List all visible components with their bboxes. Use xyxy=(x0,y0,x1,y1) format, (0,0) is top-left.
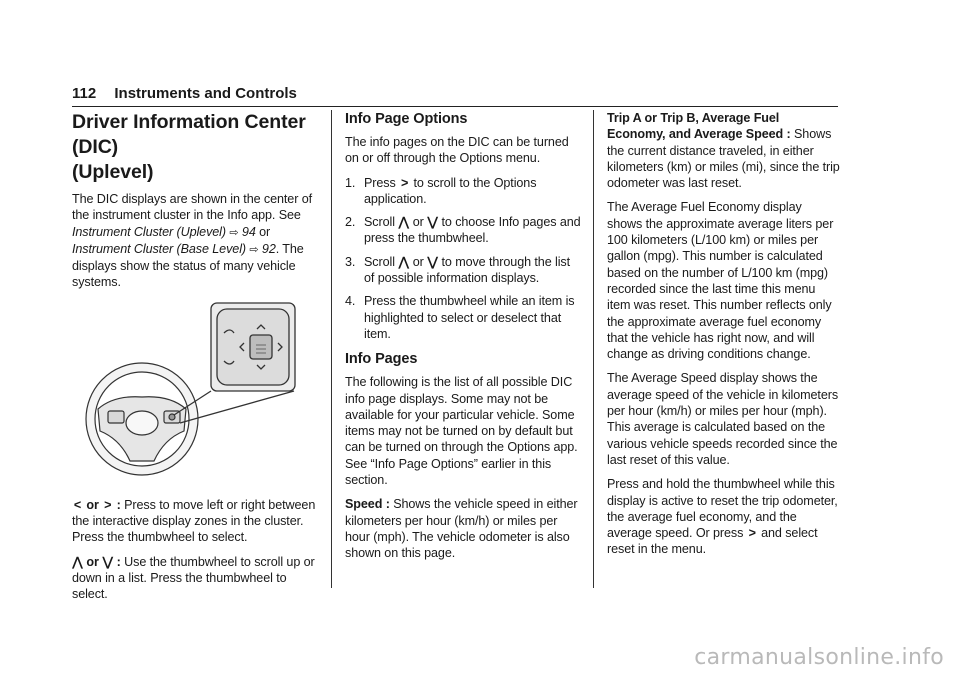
page-ref-icon: ⇨ xyxy=(249,243,259,256)
list-item: 1. Press > to scroll to the Options application. xyxy=(345,175,537,206)
left-right-description: < or > : Press to move left or right between the interactive display zones in the cluster. Press the thumbwheel to select. xyxy=(72,497,316,545)
steering-wheel-icon xyxy=(86,363,198,475)
link-instrument-cluster-base[interactable]: Instrument Cluster (Base Level) xyxy=(72,241,246,256)
section-title: Instruments and Controls xyxy=(114,85,297,102)
chevron-down-icon: ⋁ xyxy=(427,254,438,269)
heading-info-pages: Info Pages xyxy=(345,351,418,368)
options-steps xyxy=(345,175,583,343)
reset-paragraph: Press and hold the thumbwheel while this display is active to reset the trip odometer, the average fuel economy, and the average speed. Or press > and select reset in the menu. xyxy=(607,477,838,557)
list-item: 4. Press the thumbwheel while an item is highlighted to select or deselect that item. xyxy=(345,294,575,341)
chevron-up-icon: ⋀ xyxy=(72,554,83,569)
chevron-left-icon: < xyxy=(73,497,82,512)
chevron-down-icon: ⋁ xyxy=(102,554,113,569)
column-divider-left xyxy=(331,110,332,588)
column-2 xyxy=(345,110,583,570)
page-header xyxy=(72,84,838,107)
heading-info-page-options: Info Page Options xyxy=(345,111,468,127)
column-divider-right xyxy=(593,110,594,588)
chevron-right-icon: > xyxy=(748,526,756,541)
ref-page-94[interactable]: 94 xyxy=(241,224,256,239)
fuel-economy-paragraph: The Average Fuel Economy display shows the approximate average liters per 100 kilometers (L/100 km) or miles per gallon (mpg). This number is calculated based on the number of L/100 km (mpg) recorded since the last time this menu item was reset. This number reflects only the approximate average fuel economy that the vehicle has right now, and will change as driving conditions change. xyxy=(607,200,834,362)
chevron-right-icon: > xyxy=(104,497,112,512)
pages-intro: The following is the list of all possible DIC info page displays. Some may not be available for your particular vehicle. Some items may not be turned on by default but can be turned on through the Options app. See “Info Page Options” earlier in this section. xyxy=(345,375,578,488)
average-speed-paragraph: The Average Speed display shows the average speed of the vehicle in kilometers per hour (km/h) or miles per hour (mph). This average is calculated based on the various vehicle speeds recorded since the last reset of this value. xyxy=(607,371,839,467)
chevron-up-icon: ⋀ xyxy=(398,215,409,230)
trip-description: Trip A or Trip B, Average Fuel Economy, and Average Speed : Shows the current distance traveled, in either kilometers (km) or miles (mi), since the trip odometer was last reset. xyxy=(607,111,840,191)
speed-description: Speed : Shows the vehicle speed in either kilometers per hour (km/h) or miles per hour (mph). The vehicle odometer is also shown on this page. xyxy=(345,497,578,561)
chevron-up-icon: ⋀ xyxy=(398,254,409,269)
page-title: Driver Information Center (DIC) (Uplevel) xyxy=(72,111,306,183)
steering-wheel-illustration xyxy=(84,299,299,487)
list-item: 2. Scroll ⋀ or ⋁ to choose Info pages and press the thumbwheel. xyxy=(345,215,581,246)
page-ref-icon: ⇨ xyxy=(229,226,239,239)
column-3 xyxy=(607,110,840,566)
options-intro: The info pages on the DIC can be turned on or off through the Options menu. xyxy=(345,135,569,166)
column-1 xyxy=(72,110,320,611)
chevron-down-icon: ⋁ xyxy=(427,215,438,230)
watermark: carmanualsonline.info xyxy=(694,645,944,670)
ref-page-92[interactable]: 92 xyxy=(261,241,276,256)
link-instrument-cluster-uplevel[interactable]: Instrument Cluster (Uplevel) xyxy=(72,224,226,239)
chevron-right-icon: > xyxy=(400,175,409,190)
intro-paragraph: The DIC displays are shown in the center of the instrument cluster in the Info app. See Instrument Cluster (Uplevel) ⇨ 94 or Instrument Cluster (Base Level) ⇨ 92. The displays show the status of many vehicle systems. xyxy=(72,192,312,290)
page-number: 112 xyxy=(72,85,97,102)
up-down-description: ⋀ or ⋁ : Use the thumbwheel to scroll up or down in a list. Press the thumbwheel to select. xyxy=(72,554,315,602)
list-item: 3. Scroll ⋀ or ⋁ to move through the list of possible information displays. xyxy=(345,254,570,286)
